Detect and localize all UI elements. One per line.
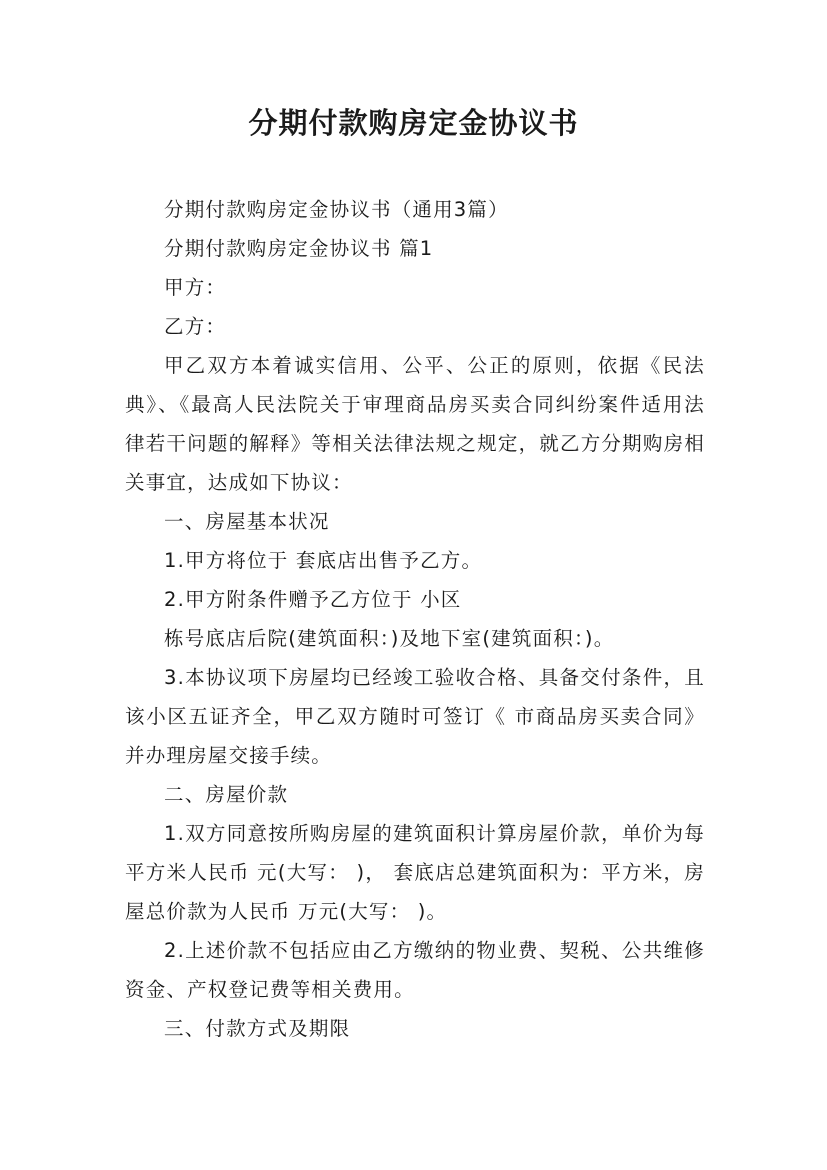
paragraph-preamble: 甲乙双方本着诚实信用、公平、公正的原则，依据《民法典》、《最高人民法院关于审理商品房买卖合同纠纷案件适用法律若干问题的解释》等相关法律法规之规定，就乙方分期购房相关事宜，达成如下协议： xyxy=(125,354,705,494)
document-body xyxy=(125,190,705,1048)
paragraph-clause-1-1: 1.甲方将位于 套底店出售予乙方。 xyxy=(164,549,483,572)
paragraph-heading-3: 三、付款方式及期限 xyxy=(164,1017,351,1040)
document-title: 分期付款购房定金协议书 xyxy=(248,106,579,140)
paragraph-clause-2-2: 2.上述价款不包括应由乙方缴纳的物业费、契税、公共维修资金、产权登记费等相关费用。 xyxy=(125,939,705,1001)
paragraph-party-b: 乙方： xyxy=(164,315,227,338)
paragraph-heading-2: 二、房屋价款 xyxy=(164,783,289,806)
paragraph-clause-1-2-cont: 栋号底店后院(建筑面积：)及地下室(建筑面积：)。 xyxy=(164,627,615,650)
paragraph-clause-2-1: 1.双方同意按所购房屋的建筑面积计算房屋价款，单价为每平方米人民币 元(大写： )， 套底店总建筑面积为：平方米，房屋总价款为人民币 万元(大写： )。 xyxy=(125,822,705,923)
paragraph-clause-1-3: 3.本协议项下房屋均已经竣工验收合格、具备交付条件，且该小区五证齐全，甲乙双方随时可签订《 市商品房买卖合同》并办理房屋交接手续。 xyxy=(125,666,705,767)
paragraph-heading-1: 一、房屋基本状况 xyxy=(164,510,330,533)
paragraph-party-a: 甲方： xyxy=(164,276,227,299)
paragraph-clause-1-2: 2.甲方附条件赠予乙方位于 小区 xyxy=(164,588,462,611)
paragraph-subtitle: 分期付款购房定金协议书（通用3篇） xyxy=(164,198,509,221)
paragraph-section-heading: 分期付款购房定金协议书 篇1 xyxy=(164,237,434,260)
